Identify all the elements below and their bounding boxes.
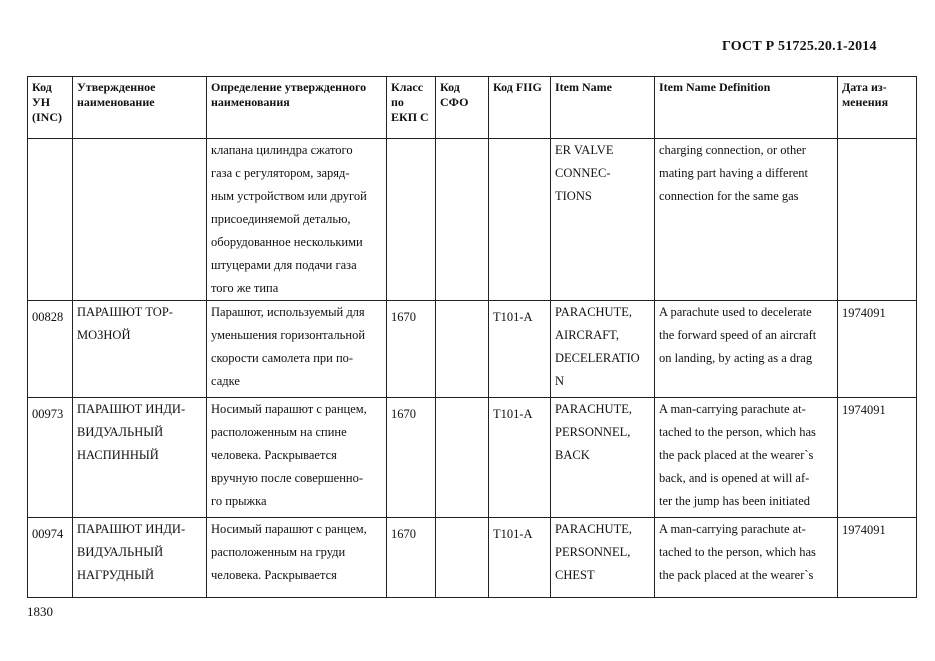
cell-item-def	[655, 398, 838, 518]
cell-sfo-text	[440, 398, 484, 403]
cell-code-text: 00974	[32, 527, 64, 541]
cell-code	[28, 398, 73, 518]
cell-item-def-line: on landing, by acting as a drag	[659, 351, 813, 365]
cell-sfo	[436, 139, 489, 301]
cell-fiig-text	[493, 139, 546, 144]
cell-name-line: МОЗНОЙ	[77, 328, 131, 342]
col-header-name: Утвержденное наименование	[73, 77, 207, 139]
cell-definition-line: расположенным на спине	[211, 425, 347, 439]
cell-item-def-line: the forward speed of an aircraft	[659, 328, 817, 342]
cell-class	[387, 301, 436, 398]
cell-class	[387, 398, 436, 518]
cell-item-def-line: tached to the person, which has	[659, 425, 816, 439]
cell-definition-line: клапана цилиндра сжатого	[211, 143, 353, 157]
cell-date	[838, 398, 917, 518]
header-row	[28, 77, 917, 139]
cell-code-text: 00973	[32, 407, 64, 421]
nomenclature-table	[27, 76, 917, 598]
cell-definition-line: уменьшения горизонтальной	[211, 328, 366, 342]
cell-item-def-line: back, and is opened at will af-	[659, 471, 810, 485]
col-header-item-name: Item Name	[551, 77, 655, 139]
cell-definition-line: скорости самолета при по-	[211, 351, 354, 365]
cell-definition-line: человека. Раскрывается	[211, 568, 337, 582]
col-header-code: Код УН (INC)	[28, 77, 73, 139]
cell-fiig	[489, 139, 551, 301]
cell-item-name-line: PERSONNEL,	[555, 425, 631, 439]
cell-definition-line: присоединяемой деталью,	[211, 212, 351, 226]
cell-date-text: 1974091	[842, 403, 886, 417]
cell-item-def-line: the pack placed at the wearer`s	[659, 568, 814, 582]
cell-date-text	[842, 139, 912, 144]
cell-item-name-line: PARACHUTE,	[555, 522, 632, 536]
col-header-date: Дата из-менения	[838, 77, 917, 139]
cell-sfo	[436, 398, 489, 518]
cell-definition-line: Носимый парашют с ранцем,	[211, 402, 367, 416]
cell-item-def-line: A parachute used to decelerate	[659, 305, 812, 319]
table-row	[28, 518, 917, 598]
cell-definition-line: оборудованное несколькими	[211, 235, 363, 249]
cell-code	[28, 301, 73, 398]
cell-definition-line: Носимый парашют с ранцем,	[211, 522, 367, 536]
cell-item-name-line: TIONS	[555, 189, 592, 203]
cell-definition-line: человека. Раскрывается	[211, 448, 337, 462]
cell-name	[73, 518, 207, 598]
cell-class-text: 1670	[391, 527, 416, 541]
cell-item-name-line: PERSONNEL,	[555, 545, 631, 559]
cell-item-def-line: charging connection, or other	[659, 143, 806, 157]
cell-definition-line: Парашют, используемый для	[211, 305, 365, 319]
cell-name-line: ВИДУАЛЬНЫЙ	[77, 425, 164, 439]
table-row	[28, 301, 917, 398]
cell-item-name	[551, 398, 655, 518]
cell-code-text: 00828	[32, 310, 64, 324]
cell-fiig	[489, 301, 551, 398]
cell-date	[838, 518, 917, 598]
cell-fiig	[489, 518, 551, 598]
cell-sfo-text	[440, 139, 484, 144]
col-header-item-def: Item Name Definition	[655, 77, 838, 139]
cell-class	[387, 139, 436, 301]
cell-item-def-line: tached to the person, which has	[659, 545, 816, 559]
cell-item-def-line: A man-carrying parachute at-	[659, 522, 806, 536]
cell-item-name-line: N	[555, 374, 565, 388]
cell-definition	[207, 301, 387, 398]
cell-item-def	[655, 518, 838, 598]
cell-item-name	[551, 301, 655, 398]
cell-fiig-text: T101-A	[493, 407, 533, 421]
cell-sfo	[436, 301, 489, 398]
page-number: 1830	[27, 604, 53, 619]
cell-definition-line: штуцерами для подачи газа	[211, 258, 357, 272]
cell-definition-line: ным устройством или другой	[211, 189, 367, 203]
cell-class-text: 1670	[391, 310, 416, 324]
cell-sfo-text	[440, 301, 484, 306]
col-header-class: Класс по ЕКП С	[387, 77, 436, 139]
cell-item-def-line: mating part having a different	[659, 166, 809, 180]
cell-definition-line: газа с регулятором, заряд-	[211, 166, 350, 180]
cell-item-name-line: BACK	[555, 448, 590, 462]
cell-definition-line: вручную после совершенно-	[211, 471, 364, 485]
cell-sfo	[436, 518, 489, 598]
cell-code-text	[32, 139, 68, 144]
cell-definition	[207, 398, 387, 518]
cell-name-line: ВИДУАЛЬНЫЙ	[77, 545, 164, 559]
cell-sfo-text	[440, 518, 484, 523]
cell-definition	[207, 139, 387, 301]
cell-item-name-line: DECELERATIO	[555, 351, 640, 365]
cell-class-text: 1670	[391, 407, 416, 421]
table-row	[28, 139, 917, 301]
cell-name-line: ПАРАШЮТ ИНДИ-	[77, 522, 186, 536]
cell-definition-line: расположенным на груди	[211, 545, 346, 559]
cell-item-def-line: ter the jump has been initiated	[659, 494, 810, 508]
cell-fiig-text: T101-A	[493, 310, 533, 324]
document-code: ГОСТ Р 51725.20.1-2014	[722, 39, 877, 54]
cell-item-name-line: CHEST	[555, 568, 595, 582]
cell-item-name-line: PARACHUTE,	[555, 305, 632, 319]
cell-date	[838, 139, 917, 301]
cell-item-name-line: CONNEC-	[555, 166, 611, 180]
cell-code	[28, 518, 73, 598]
cell-item-def-line: the pack placed at the wearer`s	[659, 448, 814, 462]
cell-date-text: 1974091	[842, 523, 886, 537]
cell-definition-line: того же типа	[211, 281, 279, 295]
cell-name	[73, 301, 207, 398]
cell-item-name-line: ER VALVE	[555, 143, 614, 157]
cell-fiig-text: T101-A	[493, 527, 533, 541]
cell-date-text: 1974091	[842, 306, 886, 320]
col-header-sfo: Код СФО	[436, 77, 489, 139]
col-header-definition: Определение утвержденного наименования	[207, 77, 387, 139]
table-row	[28, 398, 917, 518]
cell-code	[28, 139, 73, 301]
cell-class	[387, 518, 436, 598]
cell-name-line: ПАРАШЮТ ИНДИ-	[77, 402, 186, 416]
cell-item-def	[655, 301, 838, 398]
cell-name-line: НАГРУДНЫЙ	[77, 568, 154, 582]
cell-item-name	[551, 139, 655, 301]
cell-item-name-line: AIRCRAFT,	[555, 328, 620, 342]
cell-definition-line: садке	[211, 374, 240, 388]
cell-class-text	[391, 139, 431, 144]
cell-name-line: НАСПИННЫЙ	[77, 448, 159, 462]
cell-definition-line: го прыжка	[211, 494, 267, 508]
cell-item-def-line: connection for the same gas	[659, 189, 799, 203]
cell-item-name-line: PARACHUTE,	[555, 402, 632, 416]
col-header-fiig: Код FIIG	[489, 77, 551, 139]
cell-date	[838, 301, 917, 398]
cell-definition	[207, 518, 387, 598]
cell-name-line: ПАРАШЮТ ТОР-	[77, 305, 173, 319]
cell-name	[73, 139, 207, 301]
cell-item-def	[655, 139, 838, 301]
cell-item-def-line: A man-carrying parachute at-	[659, 402, 806, 416]
cell-name	[73, 398, 207, 518]
cell-fiig	[489, 398, 551, 518]
cell-item-name	[551, 518, 655, 598]
